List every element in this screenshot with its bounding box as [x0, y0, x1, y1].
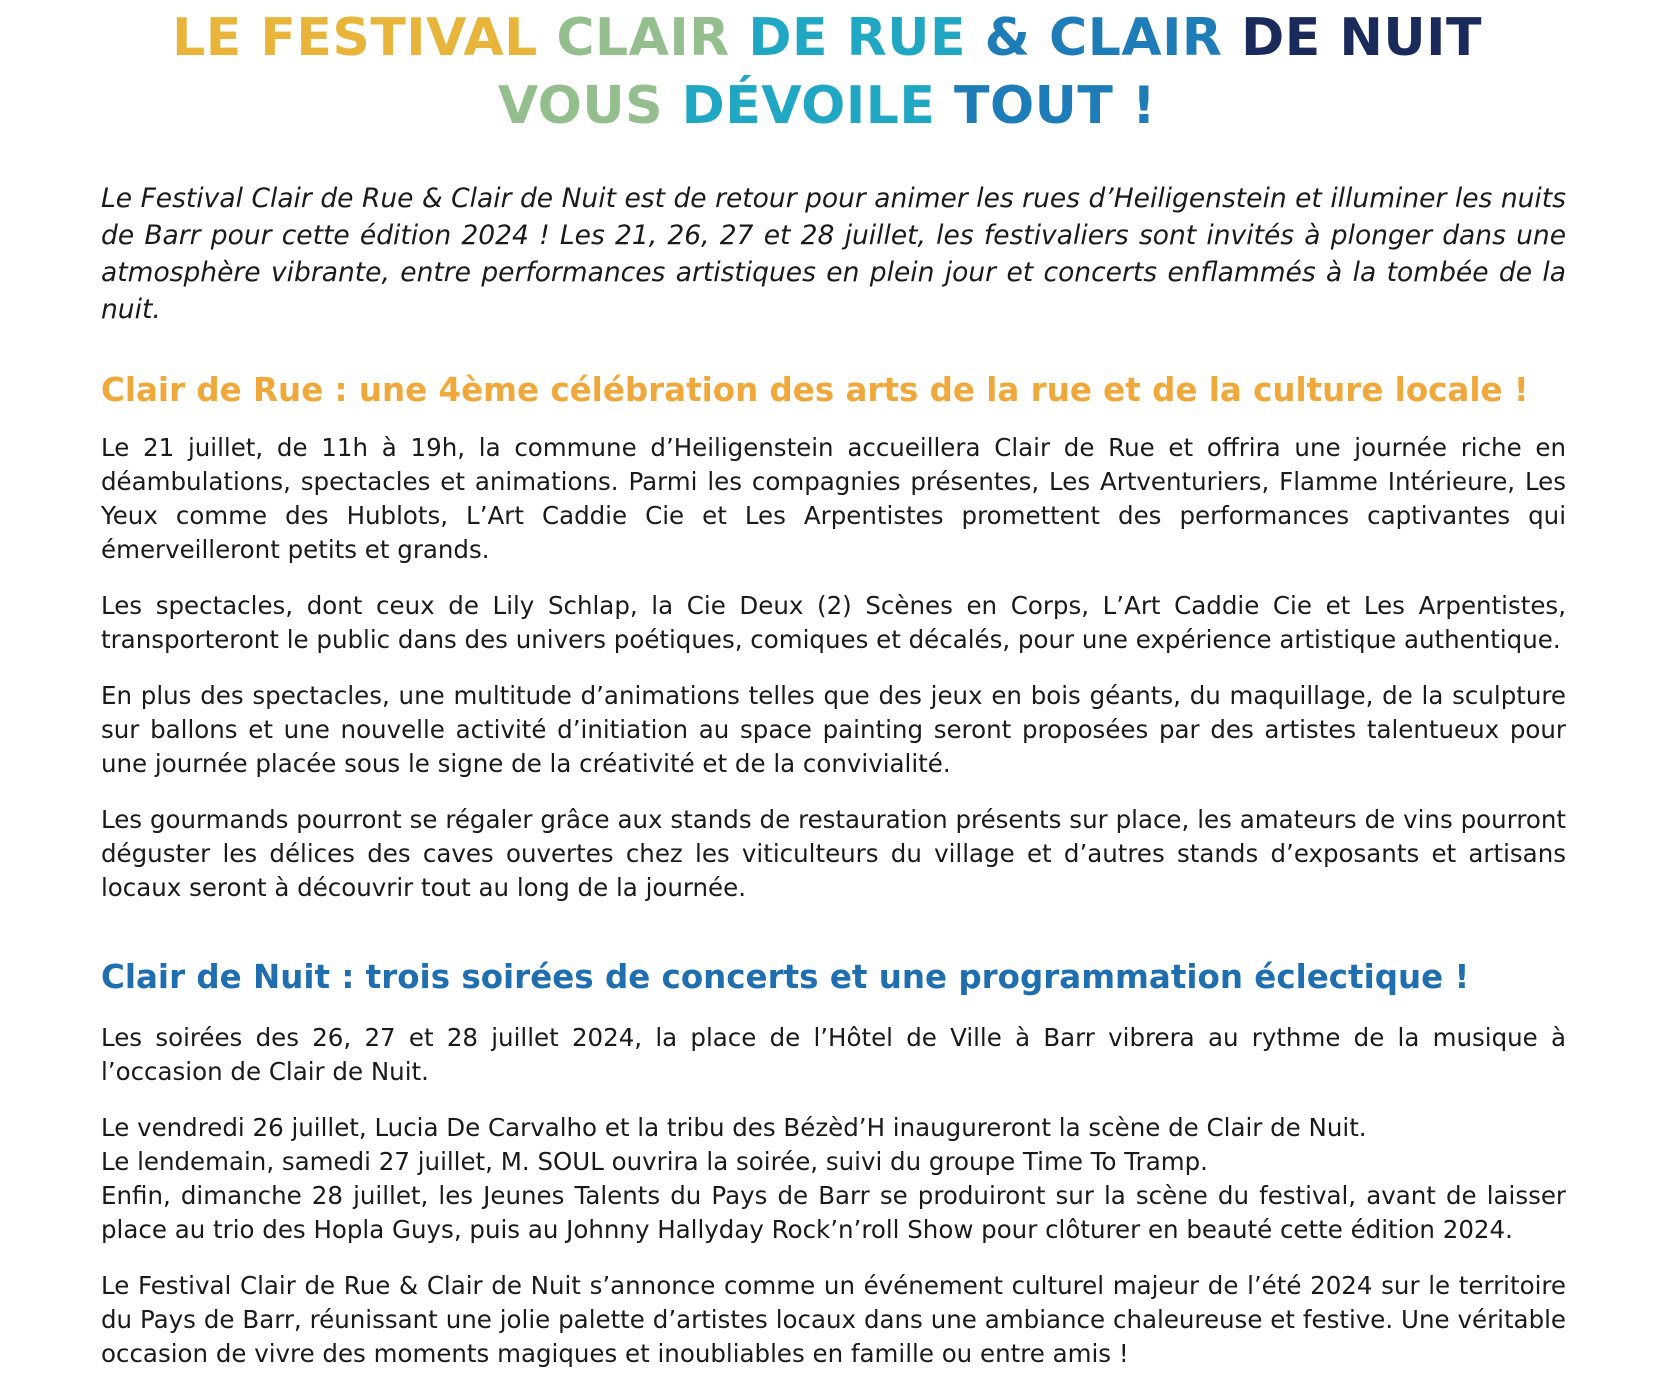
- title-segment: DE NUIT: [1241, 8, 1482, 68]
- title-segment: LE FESTIVAL: [172, 8, 557, 68]
- rue-paragraph: Les gourmands pourront se régaler grâce aux stands de restauration présents sur place, les amateurs de vins pourront déguster les délices des caves ouvertes chez les viticulteurs du village et d’autres stands d’exposants et artisans locaux seront à découvrir tout au long de la journée.: [101, 805, 1566, 902]
- title-segment: DÉVOILE: [681, 76, 954, 136]
- rue-paragraph: Les spectacles, dont ceux de Lily Schlap, la Cie Deux (2) Scènes en Corps, L’Art Caddie Cie et Les Arpentistes, transporteront le public dans des univers poétiques, comiques et décalés, pour une expérience artistique authentique.: [101, 591, 1566, 654]
- rue-paragraph: En plus des spectacles, une multitude d’animations telles que des jeux en bois géants, du maquillage, de la sculpture sur ballons et une nouvelle activité d’initiation au space painting seront proposées par des artistes talentueux pour une journée placée sous le signe de la créativité et de la convivialité.: [101, 681, 1566, 778]
- schedule-line: Enfin, dimanche 28 juillet, les Jeunes Talents du Pays de Barr se produiront sur la scène du festival, avant de laisser place au trio des Hopla Guys, puis au Johnny Hallyday Rock’n’roll Show pour clôturer en beauté cette édition 2024.: [101, 1181, 1566, 1244]
- main-title-line-2: [0, 76, 1654, 136]
- schedule-line: Le vendredi 26 juillet, Lucia De Carvalho et la tribu des Bézèd’H inaugureront la scène de Clair de Nuit.: [101, 1113, 1367, 1142]
- title-segment: VOUS: [497, 76, 682, 136]
- intro-paragraph: Le Festival Clair de Rue & Clair de Nuit est de retour pour animer les rues d’Heiligenstein et illuminer les nuits de Barr pour cette édition 2024 ! Les 21, 26, 27 et 28 juillet, les festivaliers sont invités à plonger dans une atmosphère vibrante, entre performances artistiques en plein jour et concerts enflammés à la tombée de la nuit.: [101, 183, 1566, 325]
- main-title-line-1: [0, 8, 1654, 68]
- section-clair-de-nuit: [101, 1021, 1566, 1393]
- rue-paragraph: Le 21 juillet, de 11h à 19h, la commune d’Heiligenstein accueillera Clair de Rue et offrira une journée riche en déambulations, spectacles et animations. Parmi les compagnies présentes, Les Artventuriers, Flamme Intérieure, Les Yeux comme des Hublots, L’Art Caddie Cie et Les Arpentistes promettent des performances captivantes qui émerveilleront petits et grands.: [101, 433, 1566, 564]
- title-segment: CLAIR: [556, 8, 749, 68]
- title-segment: & CLAIR: [984, 8, 1242, 68]
- concert-schedule: [101, 1111, 1566, 1247]
- closing-paragraph: Le Festival Clair de Rue & Clair de Nuit s’annonce comme un événement culturel majeur de l’été 2024 sur le territoire du Pays de Barr, réunissant une jolie palette d’artistes locaux dans une ambiance chaleureuse et festive. Une véritable occasion de vivre des moments magiques et inoubliables en famille ou entre amis !: [101, 1271, 1566, 1368]
- heading-clair-de-nuit: Clair de Nuit : trois soirées de concerts et une programmation éclectique !: [101, 958, 1470, 996]
- title-segment: DE RUE: [748, 8, 985, 68]
- schedule-line: Le lendemain, samedi 27 juillet, M. SOUL ouvrira la soirée, suivi du groupe Time To Tramp.: [101, 1147, 1208, 1176]
- section-clair-de-rue: [101, 431, 1566, 927]
- title-segment: TOUT !: [953, 76, 1157, 136]
- heading-clair-de-rue: Clair de Rue : une 4ème célébration des arts de la rue et de la culture locale !: [101, 371, 1529, 409]
- nuit-paragraph: Les soirées des 26, 27 et 28 juillet 2024, la place de l’Hôtel de Ville à Barr vibrera au rythme de la musique à l’occasion de Clair de Nuit.: [101, 1023, 1566, 1086]
